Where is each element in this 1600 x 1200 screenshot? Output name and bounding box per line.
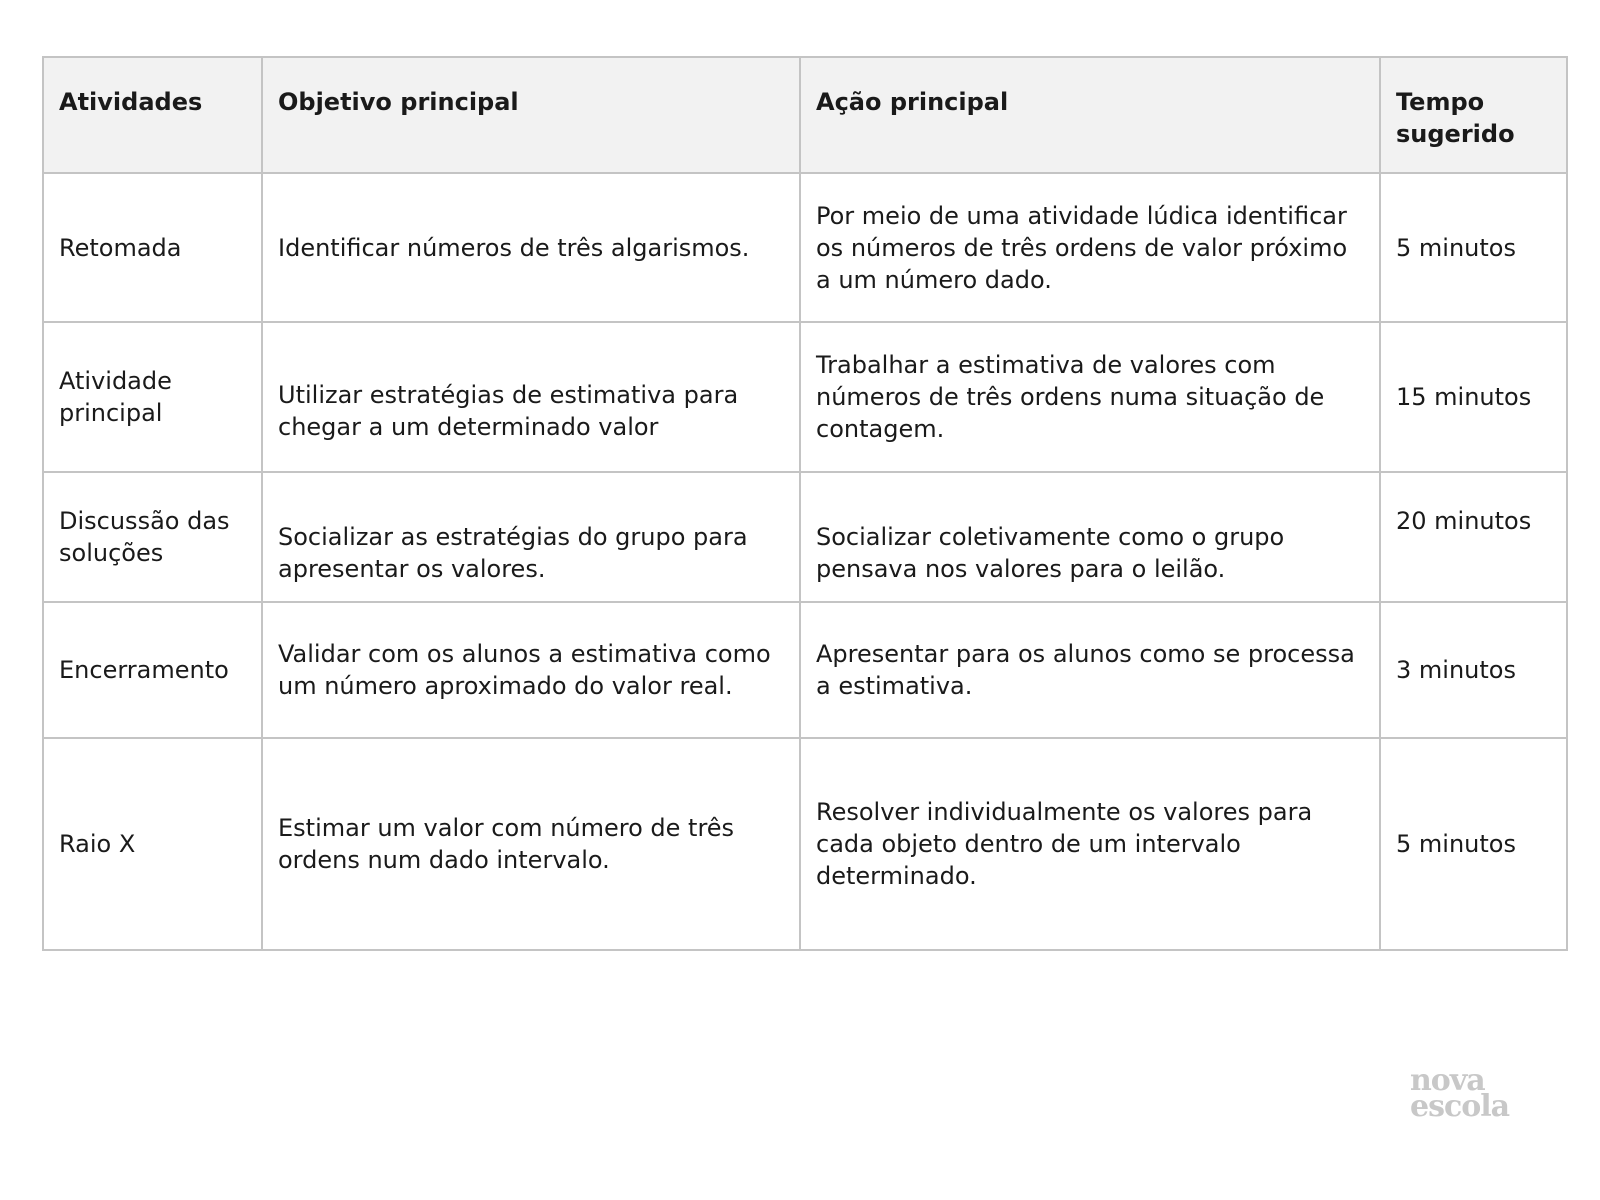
logo-line-1: nova	[1410, 1063, 1485, 1098]
cell-acao: Por meio de uma atividade lúdica identificar os números de três ordens de valor próximo a um número dado.	[800, 173, 1380, 322]
cell-atividade: Raio X	[43, 738, 262, 950]
cell-atividade: Retomada	[43, 173, 262, 322]
cell-objetivo: Identificar números de três algarismos.	[262, 173, 800, 322]
table-row	[43, 602, 1567, 738]
header-row	[43, 57, 1567, 173]
logo-line-2: escola	[1410, 1089, 1510, 1124]
header-atividades: Atividades	[43, 57, 262, 173]
table-row	[43, 738, 1567, 950]
cell-tempo: 15 minutos	[1380, 322, 1567, 472]
cell-atividade: Atividade principal	[43, 322, 262, 472]
cell-acao: Apresentar para os alunos como se processa a estimativa.	[800, 602, 1380, 738]
table-row	[43, 173, 1567, 322]
table-row	[43, 472, 1567, 602]
header-tempo: Tempo sugerido	[1380, 57, 1567, 173]
cell-acao: Resolver individualmente os valores para cada objeto dentro de um intervalo determinado.	[800, 738, 1380, 950]
cell-acao: Trabalhar a estimativa de valores com números de três ordens numa situação de contagem.	[800, 322, 1380, 472]
cell-objetivo: Utilizar estratégias de estimativa para chegar a um determinado valor	[262, 322, 800, 472]
cell-tempo: 3 minutos	[1380, 602, 1567, 738]
table-row	[43, 322, 1567, 472]
lesson-plan-table	[42, 56, 1568, 951]
cell-objetivo: Estimar um valor com número de três ordens num dado intervalo.	[262, 738, 800, 950]
cell-tempo: 20 minutos	[1380, 472, 1567, 602]
header-acao: Ação principal	[800, 57, 1380, 173]
nova-escola-logo	[1410, 1063, 1530, 1124]
cell-tempo: 5 minutos	[1380, 173, 1567, 322]
cell-tempo: 5 minutos	[1380, 738, 1567, 950]
table-body	[43, 173, 1567, 950]
cell-objetivo: Socializar as estratégias do grupo para apresentar os valores.	[262, 472, 800, 602]
cell-atividade: Encerramento	[43, 602, 262, 738]
header-objetivo: Objetivo principal	[262, 57, 800, 173]
cell-atividade: Discussão das soluções	[43, 472, 262, 602]
table-header	[43, 57, 1567, 173]
cell-acao: Socializar coletivamente como o grupo pensava nos valores para o leilão.	[800, 472, 1380, 602]
cell-objetivo: Validar com os alunos a estimativa como um número aproximado do valor real.	[262, 602, 800, 738]
